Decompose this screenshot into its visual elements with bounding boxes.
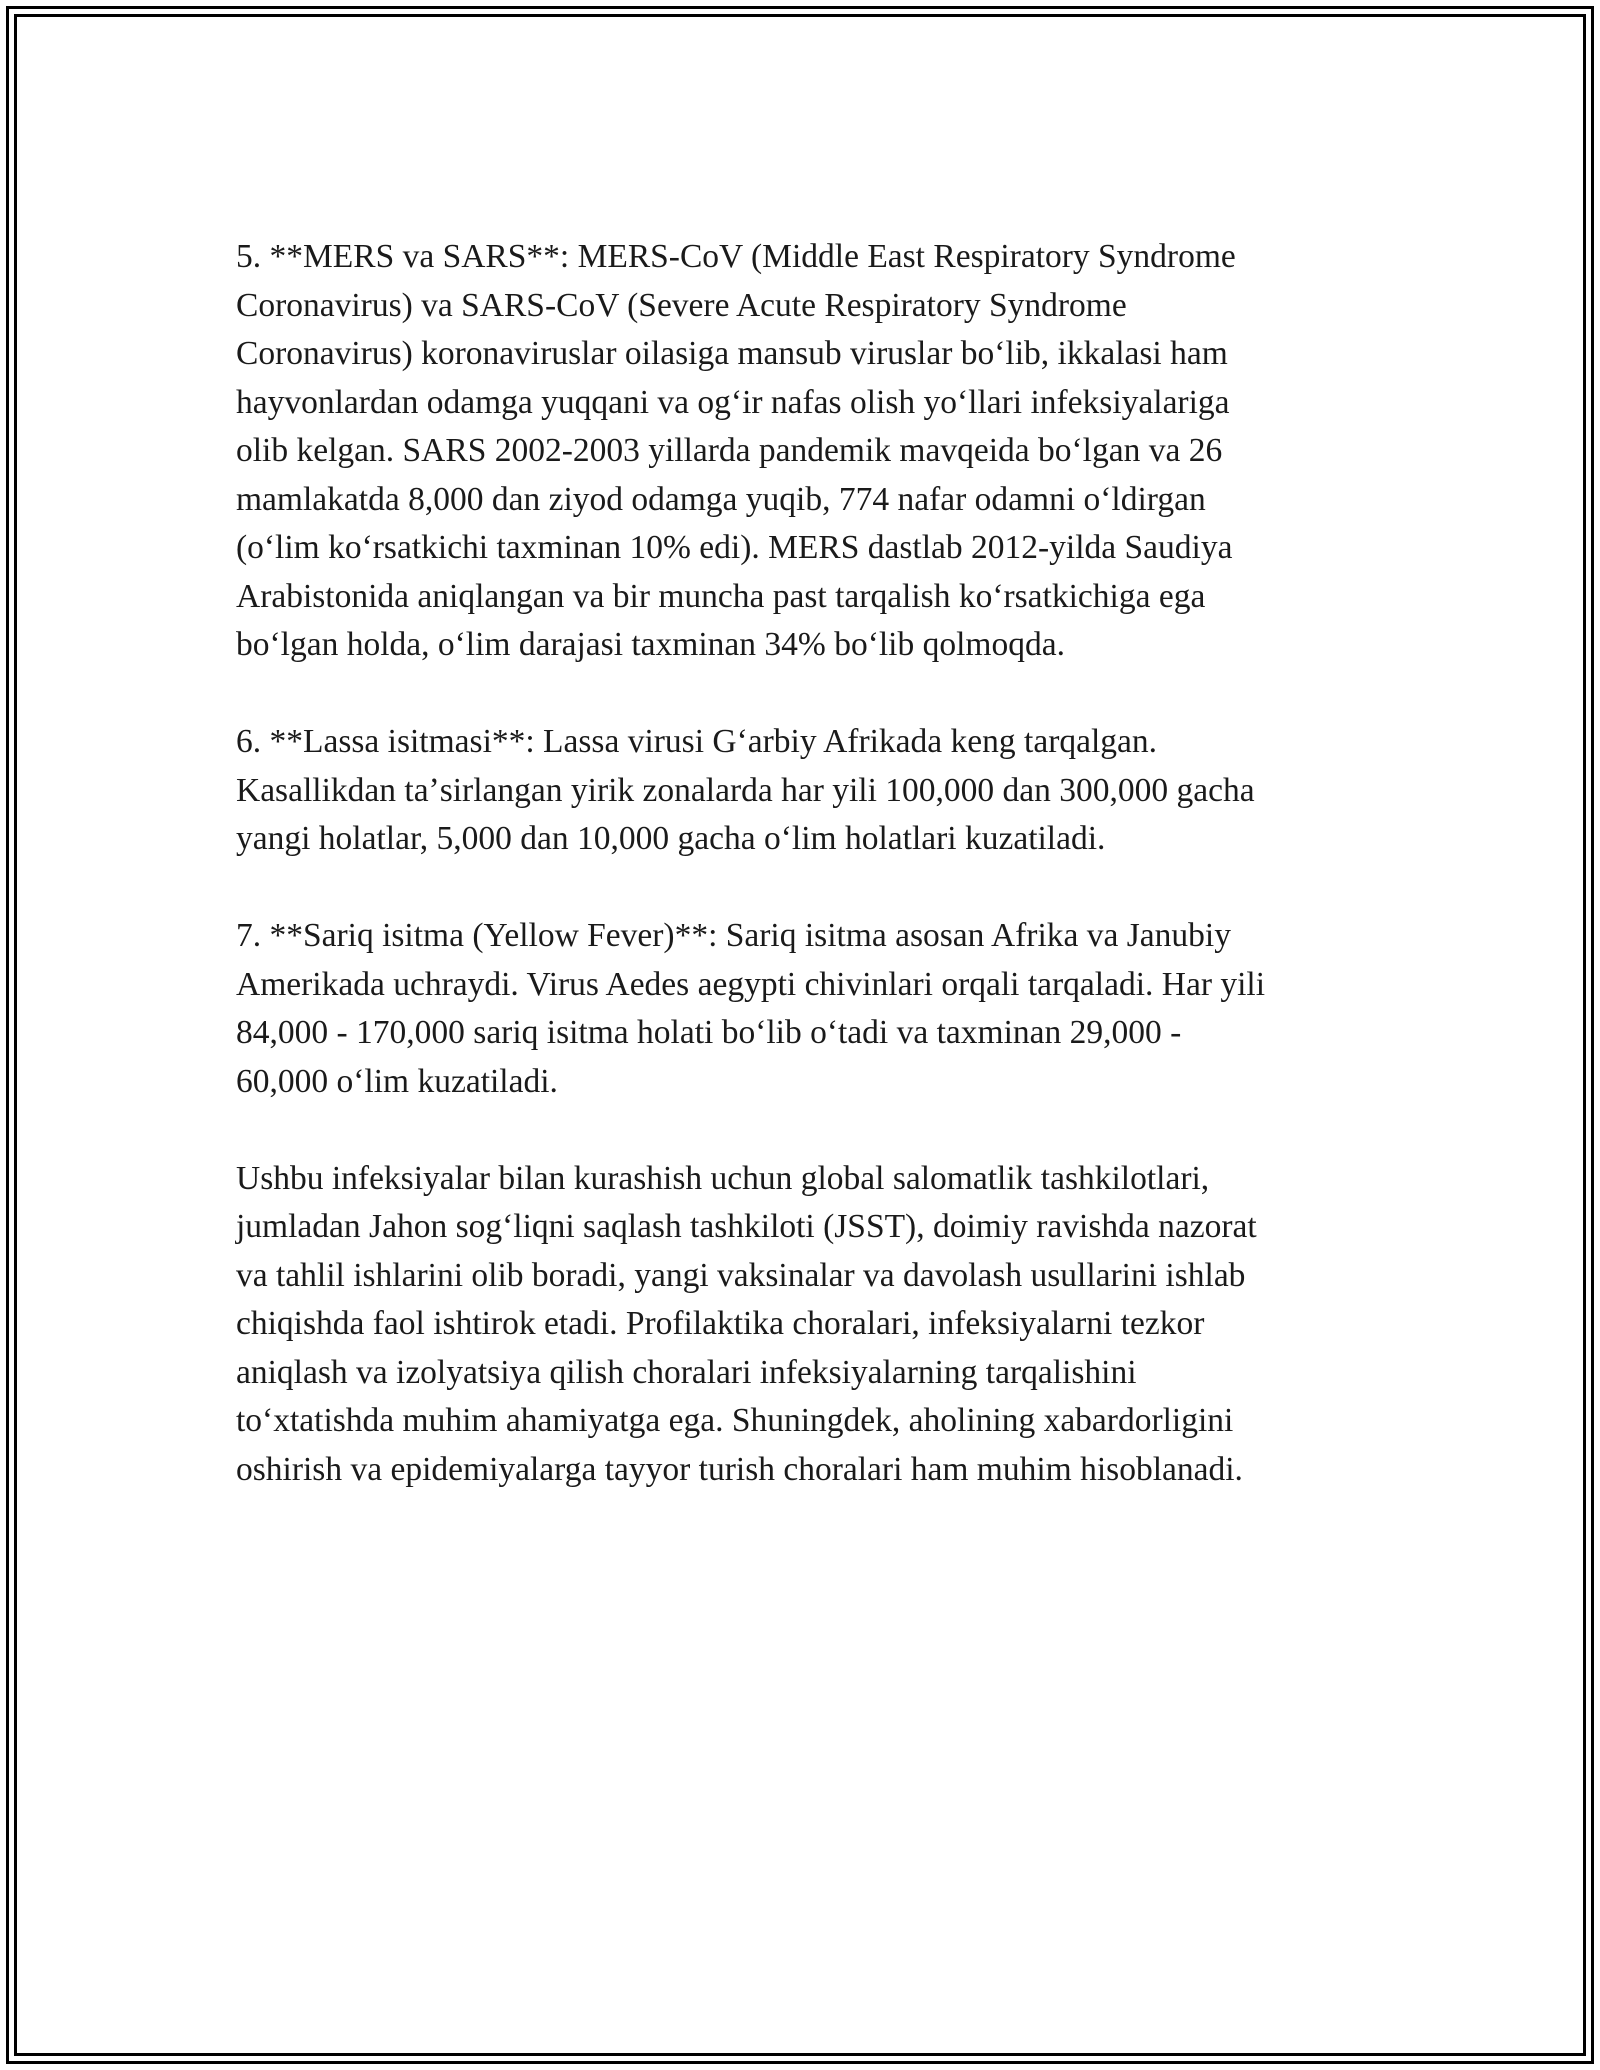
text-line: Coronavirus) koronaviruslar oilasiga mansub viruslar boʻlib, ikkalasi ham: [236, 335, 1228, 372]
text-line: va tahlil ishlarini olib boradi, yangi vaksinalar va davolash usullarini ishlab: [236, 1256, 1246, 1294]
text-line: olib kelgan. SARS 2002-2003 yillarda pandemik mavqeida boʻlgan va 26: [236, 432, 1223, 469]
paragraph-yellow-fever: [236, 912, 1386, 1106]
text-line: Coronavirus) va SARS-CoV (Severe Acute Respiratory Syndrome: [236, 286, 1127, 324]
paragraph-mers-sars: [236, 233, 1386, 670]
text-line: mamlakatda 8,000 dan ziyod odamga yuqib, 774 nafar odamni oʻldirgan: [236, 480, 1206, 518]
text-line: 5. **MERS va SARS**: MERS-CoV (Middle East Respiratory Syndrome: [236, 238, 1236, 275]
text-line: (oʻlim koʻrsatkichi taxminan 10% edi). MERS dastlab 2012-yilda Saudiya: [236, 529, 1233, 566]
text-line: yangi holatlar, 5,000 dan 10,000 gacha oʻlim holatlari kuzatiladi.: [236, 820, 1106, 857]
text-line: hayvonlardan odamga yuqqani va ogʻir nafas olish yoʻllari infeksiyalariga: [236, 383, 1230, 421]
text-line: toʻxtatishda muhim ahamiyatga ega. Shuningdek, aholining xabardorligini: [236, 1402, 1234, 1439]
paragraph-lassa: [236, 718, 1386, 864]
text-line: boʻlgan holda, oʻlim darajasi taxminan 34% boʻlib qolmoqda.: [236, 626, 1065, 663]
text-line: 84,000 - 170,000 sariq isitma holati boʻlib oʻtadi va taxminan 29,000 -: [236, 1014, 1182, 1051]
text-line: jumladan Jahon sogʻliqni saqlash tashkiloti (JSST), doimiy ravishda nazorat: [236, 1208, 1257, 1245]
text-line: aniqlash va izolyatsiya qilish choralari infeksiyalarning tarqalishini: [236, 1353, 1137, 1391]
text-line: 6. **Lassa isitmasi**: Lassa virusi Gʻarbiy Afrikada keng tarqalgan.: [236, 723, 1158, 760]
paragraph-conclusion: [236, 1155, 1386, 1495]
text-line: oshirish va epidemiyalarga tayyor turish choralari ham muhim hisoblanadi.: [236, 1450, 1243, 1488]
document-body: [236, 233, 1386, 1543]
text-line: 60,000 oʻlim kuzatiladi.: [236, 1062, 558, 1100]
text-line: 7. **Sariq isitma (Yellow Fever)**: Sariq isitma asosan Afrika va Janubiy: [236, 917, 1231, 954]
text-line: Amerikada uchraydi. Virus Aedes aegypti chivinlari orqali tarqaladi. Har yili: [236, 965, 1266, 1003]
text-line: Arabistonida aniqlangan va bir muncha past tarqalish koʻrsatkichiga ega: [236, 577, 1206, 615]
text-line: Kasallikdan taʼsirlangan yirik zonalarda har yili 100,000 dan 300,000 gacha: [236, 771, 1255, 809]
text-line: Ushbu infeksiyalar bilan kurashish uchun global salomatlik tashkilotlari,: [236, 1159, 1210, 1197]
text-line: chiqishda faol ishtirok etadi. Profilaktika choralari, infeksiyalarni tezkor: [236, 1305, 1205, 1342]
